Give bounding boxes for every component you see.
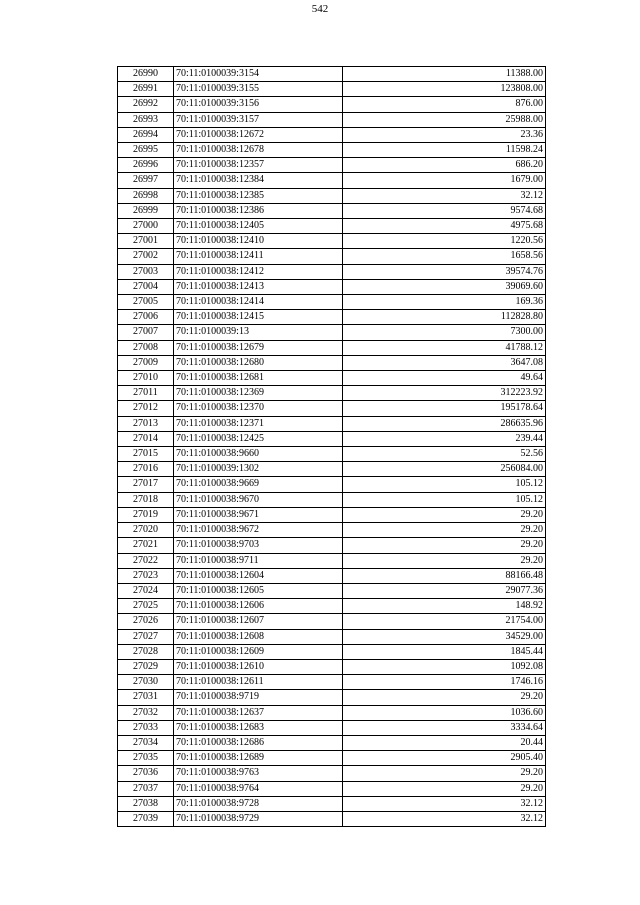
table-row: [118, 462, 546, 477]
value-cell: 29077.36: [343, 583, 546, 598]
value-cell: 105.12: [343, 492, 546, 507]
table-row: [118, 538, 546, 553]
value-cell: 1036.60: [343, 705, 546, 720]
table-row: [118, 811, 546, 826]
table-row: [118, 614, 546, 629]
cadastral-number-cell: 70:11:0100038:12609: [174, 644, 343, 659]
cadastral-number-cell: 70:11:0100039:1302: [174, 462, 343, 477]
row-number-cell: 26995: [118, 143, 174, 158]
value-cell: 876.00: [343, 97, 546, 112]
table-row: [118, 401, 546, 416]
cadastral-number-cell: 70:11:0100038:12689: [174, 751, 343, 766]
table-row: [118, 781, 546, 796]
cadastral-number-cell: 70:11:0100038:9671: [174, 507, 343, 522]
cadastral-number-cell: 70:11:0100038:12411: [174, 249, 343, 264]
table-row: [118, 112, 546, 127]
table-row: [118, 659, 546, 674]
value-cell: 39069.60: [343, 279, 546, 294]
row-number-cell: 27004: [118, 279, 174, 294]
row-number-cell: 27038: [118, 796, 174, 811]
value-cell: 7300.00: [343, 325, 546, 340]
row-number-cell: 27018: [118, 492, 174, 507]
value-cell: 1220.56: [343, 234, 546, 249]
cadastral-number-cell: 70:11:0100038:9660: [174, 447, 343, 462]
value-cell: 3334.64: [343, 720, 546, 735]
value-cell: 3647.08: [343, 355, 546, 370]
value-cell: 11388.00: [343, 67, 546, 82]
row-number-cell: 27017: [118, 477, 174, 492]
cadastral-number-cell: 70:11:0100038:12680: [174, 355, 343, 370]
table-row: [118, 720, 546, 735]
row-number-cell: 26991: [118, 82, 174, 97]
row-number-cell: 27012: [118, 401, 174, 416]
cadastral-number-cell: 70:11:0100038:12385: [174, 188, 343, 203]
row-number-cell: 27029: [118, 659, 174, 674]
table-row: [118, 143, 546, 158]
value-cell: 256084.00: [343, 462, 546, 477]
row-number-cell: 26997: [118, 173, 174, 188]
value-cell: 39574.76: [343, 264, 546, 279]
row-number-cell: 27009: [118, 355, 174, 370]
value-cell: 105.12: [343, 477, 546, 492]
value-cell: 29.20: [343, 781, 546, 796]
table-row: [118, 705, 546, 720]
cadastral-number-cell: 70:11:0100038:12604: [174, 568, 343, 583]
row-number-cell: 26990: [118, 67, 174, 82]
cadastral-number-cell: 70:11:0100038:12672: [174, 127, 343, 142]
table-row: [118, 796, 546, 811]
value-cell: 32.12: [343, 188, 546, 203]
cadastral-number-cell: 70:11:0100038:9703: [174, 538, 343, 553]
row-number-cell: 26998: [118, 188, 174, 203]
row-number-cell: 26994: [118, 127, 174, 142]
table-row: [118, 340, 546, 355]
table-row: [118, 477, 546, 492]
cadastral-number-cell: 70:11:0100038:12414: [174, 295, 343, 310]
value-cell: 49.64: [343, 371, 546, 386]
table-row: [118, 553, 546, 568]
value-cell: 32.12: [343, 796, 546, 811]
table-row: [118, 234, 546, 249]
row-number-cell: 27020: [118, 523, 174, 538]
value-cell: 1746.16: [343, 675, 546, 690]
cadastral-number-cell: 70:11:0100039:3154: [174, 67, 343, 82]
table-row: [118, 629, 546, 644]
value-cell: 20.44: [343, 735, 546, 750]
cadastral-number-cell: 70:11:0100039:3156: [174, 97, 343, 112]
cadastral-number-cell: 70:11:0100038:12371: [174, 416, 343, 431]
cadastral-number-cell: 70:11:0100038:9711: [174, 553, 343, 568]
value-cell: 195178.64: [343, 401, 546, 416]
value-cell: 29.20: [343, 766, 546, 781]
cadastral-number-cell: 70:11:0100038:9764: [174, 781, 343, 796]
row-number-cell: 27007: [118, 325, 174, 340]
table-row: [118, 67, 546, 82]
value-cell: 25988.00: [343, 112, 546, 127]
value-cell: 21754.00: [343, 614, 546, 629]
value-cell: 11598.24: [343, 143, 546, 158]
row-number-cell: 27002: [118, 249, 174, 264]
value-cell: 23.36: [343, 127, 546, 142]
row-number-cell: 27000: [118, 219, 174, 234]
value-cell: 29.20: [343, 553, 546, 568]
row-number-cell: 26999: [118, 203, 174, 218]
row-number-cell: 27010: [118, 371, 174, 386]
row-number-cell: 27024: [118, 583, 174, 598]
table-row: [118, 264, 546, 279]
row-number-cell: 27037: [118, 781, 174, 796]
row-number-cell: 27030: [118, 675, 174, 690]
table-row: [118, 675, 546, 690]
cadastral-number-cell: 70:11:0100038:12386: [174, 203, 343, 218]
cadastral-number-cell: 70:11:0100038:12608: [174, 629, 343, 644]
table-row: [118, 766, 546, 781]
row-number-cell: 27011: [118, 386, 174, 401]
table-row: [118, 492, 546, 507]
cadastral-number-cell: 70:11:0100038:12681: [174, 371, 343, 386]
table-row: [118, 188, 546, 203]
cadastral-number-cell: 70:11:0100038:9719: [174, 690, 343, 705]
table-row: [118, 690, 546, 705]
value-cell: 123808.00: [343, 82, 546, 97]
cadastral-number-cell: 70:11:0100038:9763: [174, 766, 343, 781]
value-cell: 286635.96: [343, 416, 546, 431]
cadastral-number-cell: 70:11:0100038:12415: [174, 310, 343, 325]
row-number-cell: 27036: [118, 766, 174, 781]
row-number-cell: 27008: [118, 340, 174, 355]
cadastral-number-cell: 70:11:0100038:12637: [174, 705, 343, 720]
table-row: [118, 173, 546, 188]
row-number-cell: 27035: [118, 751, 174, 766]
table-row: [118, 431, 546, 446]
row-number-cell: 26992: [118, 97, 174, 112]
cadastral-number-cell: 70:11:0100038:9670: [174, 492, 343, 507]
value-cell: 1658.56: [343, 249, 546, 264]
cadastral-number-cell: 70:11:0100038:12678: [174, 143, 343, 158]
table-row: [118, 599, 546, 614]
table-row: [118, 158, 546, 173]
row-number-cell: 27005: [118, 295, 174, 310]
cadastral-number-cell: 70:11:0100038:12369: [174, 386, 343, 401]
row-number-cell: 27031: [118, 690, 174, 705]
cadastral-number-cell: 70:11:0100038:12384: [174, 173, 343, 188]
table-row: [118, 279, 546, 294]
value-cell: 312223.92: [343, 386, 546, 401]
value-cell: 4975.68: [343, 219, 546, 234]
row-number-cell: 27019: [118, 507, 174, 522]
table-row: [118, 127, 546, 142]
row-number-cell: 27032: [118, 705, 174, 720]
table-row: [118, 416, 546, 431]
value-cell: 2905.40: [343, 751, 546, 766]
table-row: [118, 295, 546, 310]
cadastral-number-cell: 70:11:0100038:12357: [174, 158, 343, 173]
row-number-cell: 27027: [118, 629, 174, 644]
table-row: [118, 523, 546, 538]
cadastral-number-cell: 70:11:0100038:12405: [174, 219, 343, 234]
cadastral-number-cell: 70:11:0100038:9669: [174, 477, 343, 492]
table-row: [118, 568, 546, 583]
cadastral-number-cell: 70:11:0100039:13: [174, 325, 343, 340]
cadastral-number-cell: 70:11:0100038:12679: [174, 340, 343, 355]
table-row: [118, 644, 546, 659]
row-number-cell: 27003: [118, 264, 174, 279]
value-cell: 239.44: [343, 431, 546, 446]
cadastral-number-cell: 70:11:0100038:12413: [174, 279, 343, 294]
value-cell: 29.20: [343, 538, 546, 553]
table-row: [118, 583, 546, 598]
value-cell: 29.20: [343, 690, 546, 705]
row-number-cell: 27021: [118, 538, 174, 553]
registry-table: [117, 66, 546, 827]
cadastral-number-cell: 70:11:0100039:3157: [174, 112, 343, 127]
row-number-cell: 27022: [118, 553, 174, 568]
row-number-cell: 26996: [118, 158, 174, 173]
table-row: [118, 82, 546, 97]
value-cell: 148.92: [343, 599, 546, 614]
value-cell: 34529.00: [343, 629, 546, 644]
cadastral-number-cell: 70:11:0100038:12412: [174, 264, 343, 279]
row-number-cell: 27014: [118, 431, 174, 446]
cadastral-number-cell: 70:11:0100038:12425: [174, 431, 343, 446]
registry-table-body: [118, 67, 546, 827]
value-cell: 52.56: [343, 447, 546, 462]
row-number-cell: 27013: [118, 416, 174, 431]
table-row: [118, 97, 546, 112]
cadastral-number-cell: 70:11:0100038:9672: [174, 523, 343, 538]
value-cell: 1092.08: [343, 659, 546, 674]
value-cell: 112828.80: [343, 310, 546, 325]
row-number-cell: 27023: [118, 568, 174, 583]
row-number-cell: 27028: [118, 644, 174, 659]
value-cell: 9574.68: [343, 203, 546, 218]
cadastral-number-cell: 70:11:0100038:12605: [174, 583, 343, 598]
table-row: [118, 249, 546, 264]
table-row: [118, 371, 546, 386]
table-row: [118, 310, 546, 325]
row-number-cell: 27001: [118, 234, 174, 249]
row-number-cell: 27033: [118, 720, 174, 735]
cadastral-number-cell: 70:11:0100038:9728: [174, 796, 343, 811]
row-number-cell: 27034: [118, 735, 174, 750]
cadastral-number-cell: 70:11:0100038:12370: [174, 401, 343, 416]
cadastral-number-cell: 70:11:0100038:12410: [174, 234, 343, 249]
cadastral-number-cell: 70:11:0100038:12686: [174, 735, 343, 750]
table-row: [118, 507, 546, 522]
cadastral-number-cell: 70:11:0100038:12683: [174, 720, 343, 735]
table-row: [118, 447, 546, 462]
value-cell: 1679.00: [343, 173, 546, 188]
table-row: [118, 735, 546, 750]
value-cell: 29.20: [343, 523, 546, 538]
cadastral-number-cell: 70:11:0100039:3155: [174, 82, 343, 97]
cadastral-number-cell: 70:11:0100038:12611: [174, 675, 343, 690]
row-number-cell: 26993: [118, 112, 174, 127]
table-row: [118, 219, 546, 234]
table-row: [118, 355, 546, 370]
row-number-cell: 27026: [118, 614, 174, 629]
row-number-cell: 27015: [118, 447, 174, 462]
value-cell: 32.12: [343, 811, 546, 826]
row-number-cell: 27016: [118, 462, 174, 477]
cadastral-number-cell: 70:11:0100038:12610: [174, 659, 343, 674]
cadastral-number-cell: 70:11:0100038:12607: [174, 614, 343, 629]
table-row: [118, 751, 546, 766]
row-number-cell: 27025: [118, 599, 174, 614]
value-cell: 1845.44: [343, 644, 546, 659]
cadastral-number-cell: 70:11:0100038:12606: [174, 599, 343, 614]
table-row: [118, 203, 546, 218]
row-number-cell: 27039: [118, 811, 174, 826]
page-number: 542: [311, 3, 329, 15]
cadastral-number-cell: 70:11:0100038:9729: [174, 811, 343, 826]
value-cell: 686.20: [343, 158, 546, 173]
row-number-cell: 27006: [118, 310, 174, 325]
value-cell: 41788.12: [343, 340, 546, 355]
value-cell: 29.20: [343, 507, 546, 522]
value-cell: 88166.48: [343, 568, 546, 583]
value-cell: 169.36: [343, 295, 546, 310]
table-row: [118, 386, 546, 401]
table-row: [118, 325, 546, 340]
